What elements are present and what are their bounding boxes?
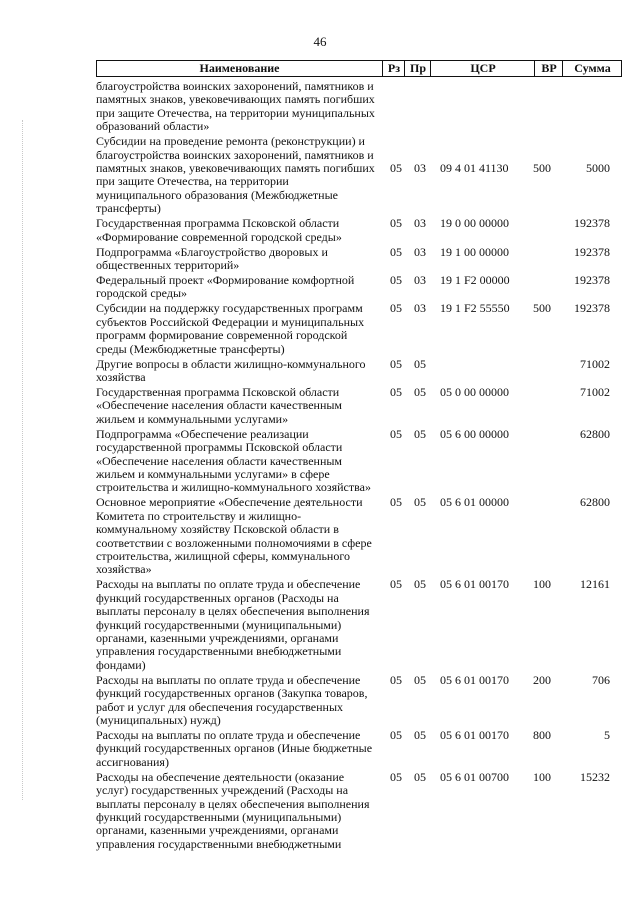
row-sum: 71002 bbox=[580, 356, 610, 371]
row-name bbox=[96, 135, 381, 215]
row-name-line: функций государственных органов (Иные бюджетные bbox=[96, 741, 373, 756]
header-name: Наименование bbox=[199, 61, 280, 75]
row-name-line: выплаты персоналу в целях обеспечения выполнения bbox=[96, 604, 370, 619]
row-pr: 05 bbox=[414, 769, 426, 784]
row-name-line: Расходы на выплаты по оплате труда и обеспечение bbox=[96, 577, 361, 592]
row-pr: 03 bbox=[414, 244, 426, 259]
row-name bbox=[96, 358, 381, 385]
header-sum: Сумма bbox=[562, 61, 622, 76]
row-name-line: органами, казенными учреждениями, органами bbox=[96, 631, 339, 646]
row-name-line: программ формирование современной городской bbox=[96, 328, 348, 343]
table-header bbox=[96, 60, 622, 77]
row-pr: 03 bbox=[414, 216, 426, 231]
row-pr: 05 bbox=[414, 495, 426, 510]
row-name-line: хозяйства» bbox=[96, 562, 152, 577]
row-name-line: Подпрограмма «Благоустройство дворовых и bbox=[96, 244, 328, 259]
row-sum: 15232 bbox=[580, 769, 610, 784]
row-pr: 05 bbox=[414, 426, 426, 441]
row-pr: 03 bbox=[414, 273, 426, 287]
row-name-line: Подпрограмма «Обеспечение реализации bbox=[96, 426, 309, 441]
row-name-line: функций государственных органов (Закупка товаров, bbox=[96, 686, 368, 701]
row-pr: 05 bbox=[414, 356, 426, 371]
header-csr: ЦСР bbox=[430, 61, 535, 76]
row-name-line: «Обеспечение населения области качественным bbox=[96, 453, 343, 468]
row-csr: 05 6 01 00000 bbox=[440, 495, 509, 510]
row-name bbox=[96, 496, 381, 576]
row-sum: 192378 bbox=[574, 273, 610, 287]
row-name bbox=[96, 246, 381, 273]
row-name-line: при защите Отечества, на территории муниципальных bbox=[96, 105, 375, 120]
row-name-line: Федеральный проект «Формирование комфортной bbox=[96, 273, 355, 287]
row-name bbox=[96, 729, 381, 769]
row-name-line: функций государственных органов (Расходы на bbox=[96, 590, 339, 605]
row-name-line: Другие вопросы в области жилищно-коммунального bbox=[96, 356, 366, 371]
row-rz: 05 bbox=[390, 356, 402, 371]
row-name-line: соответствии с возложенными полномочиями в сфере bbox=[96, 535, 372, 550]
row-pr: 05 bbox=[414, 728, 426, 742]
row-pr: 03 bbox=[414, 160, 426, 175]
row-rz: 05 bbox=[390, 273, 402, 287]
row-name-line: Расходы на выплаты по оплате труда и обеспечение bbox=[96, 672, 361, 687]
row-name-line: Расходы на выплаты по оплате труда и обеспечение bbox=[96, 728, 361, 742]
row-vr: 100 bbox=[533, 577, 551, 592]
row-name-line: (муниципальных) нужд) bbox=[96, 713, 221, 728]
row-name-line: жильем и коммунальными услугами» в сфере bbox=[96, 467, 330, 482]
row-sum: 706 bbox=[592, 672, 610, 687]
row-rz: 05 bbox=[390, 577, 402, 592]
row-vr: 500 bbox=[533, 160, 551, 175]
row-name-line: «Формирование современной городской среды» bbox=[96, 229, 342, 244]
row-vr: 100 bbox=[533, 769, 551, 784]
row-csr: 05 6 01 00700 bbox=[440, 769, 509, 784]
row-name-line: государственной программы Псковской области bbox=[96, 440, 343, 455]
row-name-line: муниципального образования (Межбюджетные bbox=[96, 187, 338, 202]
row-name-line: памятных знаков, увековечивающих память погибших bbox=[96, 92, 375, 107]
row-name-line: строительства и жилищно-коммунального хозяйства» bbox=[96, 480, 371, 495]
row-csr: 05 0 00 00000 bbox=[440, 385, 509, 399]
row-name bbox=[96, 217, 381, 244]
row-rz: 05 bbox=[390, 672, 402, 687]
row-csr: 19 1 F2 00000 bbox=[440, 273, 510, 287]
row-csr: 05 6 00 00000 bbox=[440, 426, 509, 441]
header-rz: Рз bbox=[382, 61, 405, 76]
row-pr: 05 bbox=[414, 385, 426, 399]
row-name-line: Субсидии на проведение ремонта (реконструкции) и bbox=[96, 134, 365, 149]
scan-margin-line bbox=[22, 120, 24, 800]
row-rz: 05 bbox=[390, 244, 402, 259]
row-sum: 192378 bbox=[574, 216, 610, 231]
row-name-line: ассигнования) bbox=[96, 754, 169, 769]
row-name-line: городской среды» bbox=[96, 286, 188, 301]
row-sum: 5000 bbox=[586, 160, 610, 175]
row-name-line: органами, казенными учреждениями, органами bbox=[96, 823, 339, 838]
row-rz: 05 bbox=[390, 160, 402, 175]
row-name bbox=[96, 674, 381, 728]
row-name-line: благоустройства воинских захоронений, памятников и bbox=[96, 147, 374, 162]
row-csr: 19 0 00 00000 bbox=[440, 216, 509, 231]
row-name-line: управления государственными внебюджетными bbox=[96, 836, 342, 851]
row-name bbox=[96, 771, 381, 851]
row-rz: 05 bbox=[390, 495, 402, 510]
row-name-line: функций государственными (муниципальными) bbox=[96, 617, 342, 632]
row-name-line: благоустройства воинских захоронений, памятников и bbox=[96, 79, 374, 93]
row-name-line: коммунальному хозяйству Псковской области в bbox=[96, 522, 339, 537]
row-name-line: управления государственными внебюджетными bbox=[96, 644, 342, 659]
row-vr: 200 bbox=[533, 672, 551, 687]
row-vr: 500 bbox=[533, 301, 551, 316]
row-sum: 62800 bbox=[580, 426, 610, 441]
row-name-line: «Обеспечение населения области качественным bbox=[96, 398, 343, 413]
row-sum: 5 bbox=[604, 728, 610, 742]
row-rz: 05 bbox=[390, 728, 402, 742]
row-name-line: трансферты) bbox=[96, 201, 161, 216]
row-sum: 71002 bbox=[580, 385, 610, 399]
row-name-line: памятных знаков, увековечивающих память погибших bbox=[96, 161, 375, 175]
row-name-line: жильем и коммунальными услугами» bbox=[96, 411, 289, 426]
row-name-line: Субсидии на поддержку государственных программ bbox=[96, 301, 363, 316]
row-pr: 05 bbox=[414, 672, 426, 687]
row-name-line: Основное мероприятие «Обеспечение деятельности bbox=[96, 495, 363, 510]
row-name-line: среды (Межбюджетные трансферты) bbox=[96, 341, 285, 356]
row-sum: 62800 bbox=[580, 495, 610, 510]
row-name-line: Расходы на обеспечение деятельности (оказание bbox=[96, 769, 345, 784]
row-rz: 05 bbox=[390, 385, 402, 399]
row-rz: 05 bbox=[390, 769, 402, 784]
row-sum: 192378 bbox=[574, 244, 610, 259]
header-vr: ВР bbox=[534, 61, 563, 76]
row-csr: 05 6 01 00170 bbox=[440, 577, 509, 592]
row-name bbox=[96, 274, 381, 301]
row-name bbox=[96, 80, 381, 134]
header-pr: Пр bbox=[404, 61, 431, 76]
row-vr: 800 bbox=[533, 728, 551, 742]
row-pr: 03 bbox=[414, 301, 426, 316]
row-name-line: субъектов Российской Федерации и муниципальных bbox=[96, 314, 365, 329]
row-name-line: Государственная программа Псковской области bbox=[96, 385, 340, 399]
row-sum: 12161 bbox=[580, 577, 610, 592]
row-name bbox=[96, 428, 381, 495]
row-name-line: выплаты персоналу в целях обеспечения выполнения bbox=[96, 796, 370, 811]
row-name-line: строительства, жилищной сферы, коммунального bbox=[96, 549, 350, 564]
row-name-line: хозяйства bbox=[96, 370, 146, 384]
row-name-line: работ и услуг для обеспечения государственных bbox=[96, 699, 344, 714]
page-number: 46 bbox=[313, 34, 327, 49]
row-name-line: Комитета по строительству и жилищно- bbox=[96, 508, 302, 523]
row-csr: 09 4 01 41130 bbox=[440, 160, 509, 175]
row-name bbox=[96, 578, 381, 672]
row-pr: 05 bbox=[414, 577, 426, 592]
row-name-line: функций государственными (муниципальными) bbox=[96, 810, 342, 825]
row-name bbox=[96, 386, 381, 426]
row-rz: 05 bbox=[390, 216, 402, 231]
row-name bbox=[96, 302, 381, 356]
row-csr: 05 6 01 00170 bbox=[440, 728, 509, 742]
row-name-line: Государственная программа Псковской области bbox=[96, 216, 340, 231]
row-sum: 192378 bbox=[574, 301, 610, 316]
row-name-line: образований области» bbox=[96, 119, 210, 134]
row-csr: 19 1 F2 55550 bbox=[440, 301, 510, 316]
row-name-line: общественных территорий» bbox=[96, 258, 240, 272]
row-name-line: фондами) bbox=[96, 657, 146, 672]
row-name-line: при защите Отечества, на территории bbox=[96, 174, 289, 189]
row-name-line: услуг) государственных учреждений (Расходы на bbox=[96, 783, 349, 798]
row-rz: 05 bbox=[390, 301, 402, 316]
row-csr: 19 1 00 00000 bbox=[440, 244, 509, 259]
row-csr: 05 6 01 00170 bbox=[440, 672, 509, 687]
row-rz: 05 bbox=[390, 426, 402, 441]
